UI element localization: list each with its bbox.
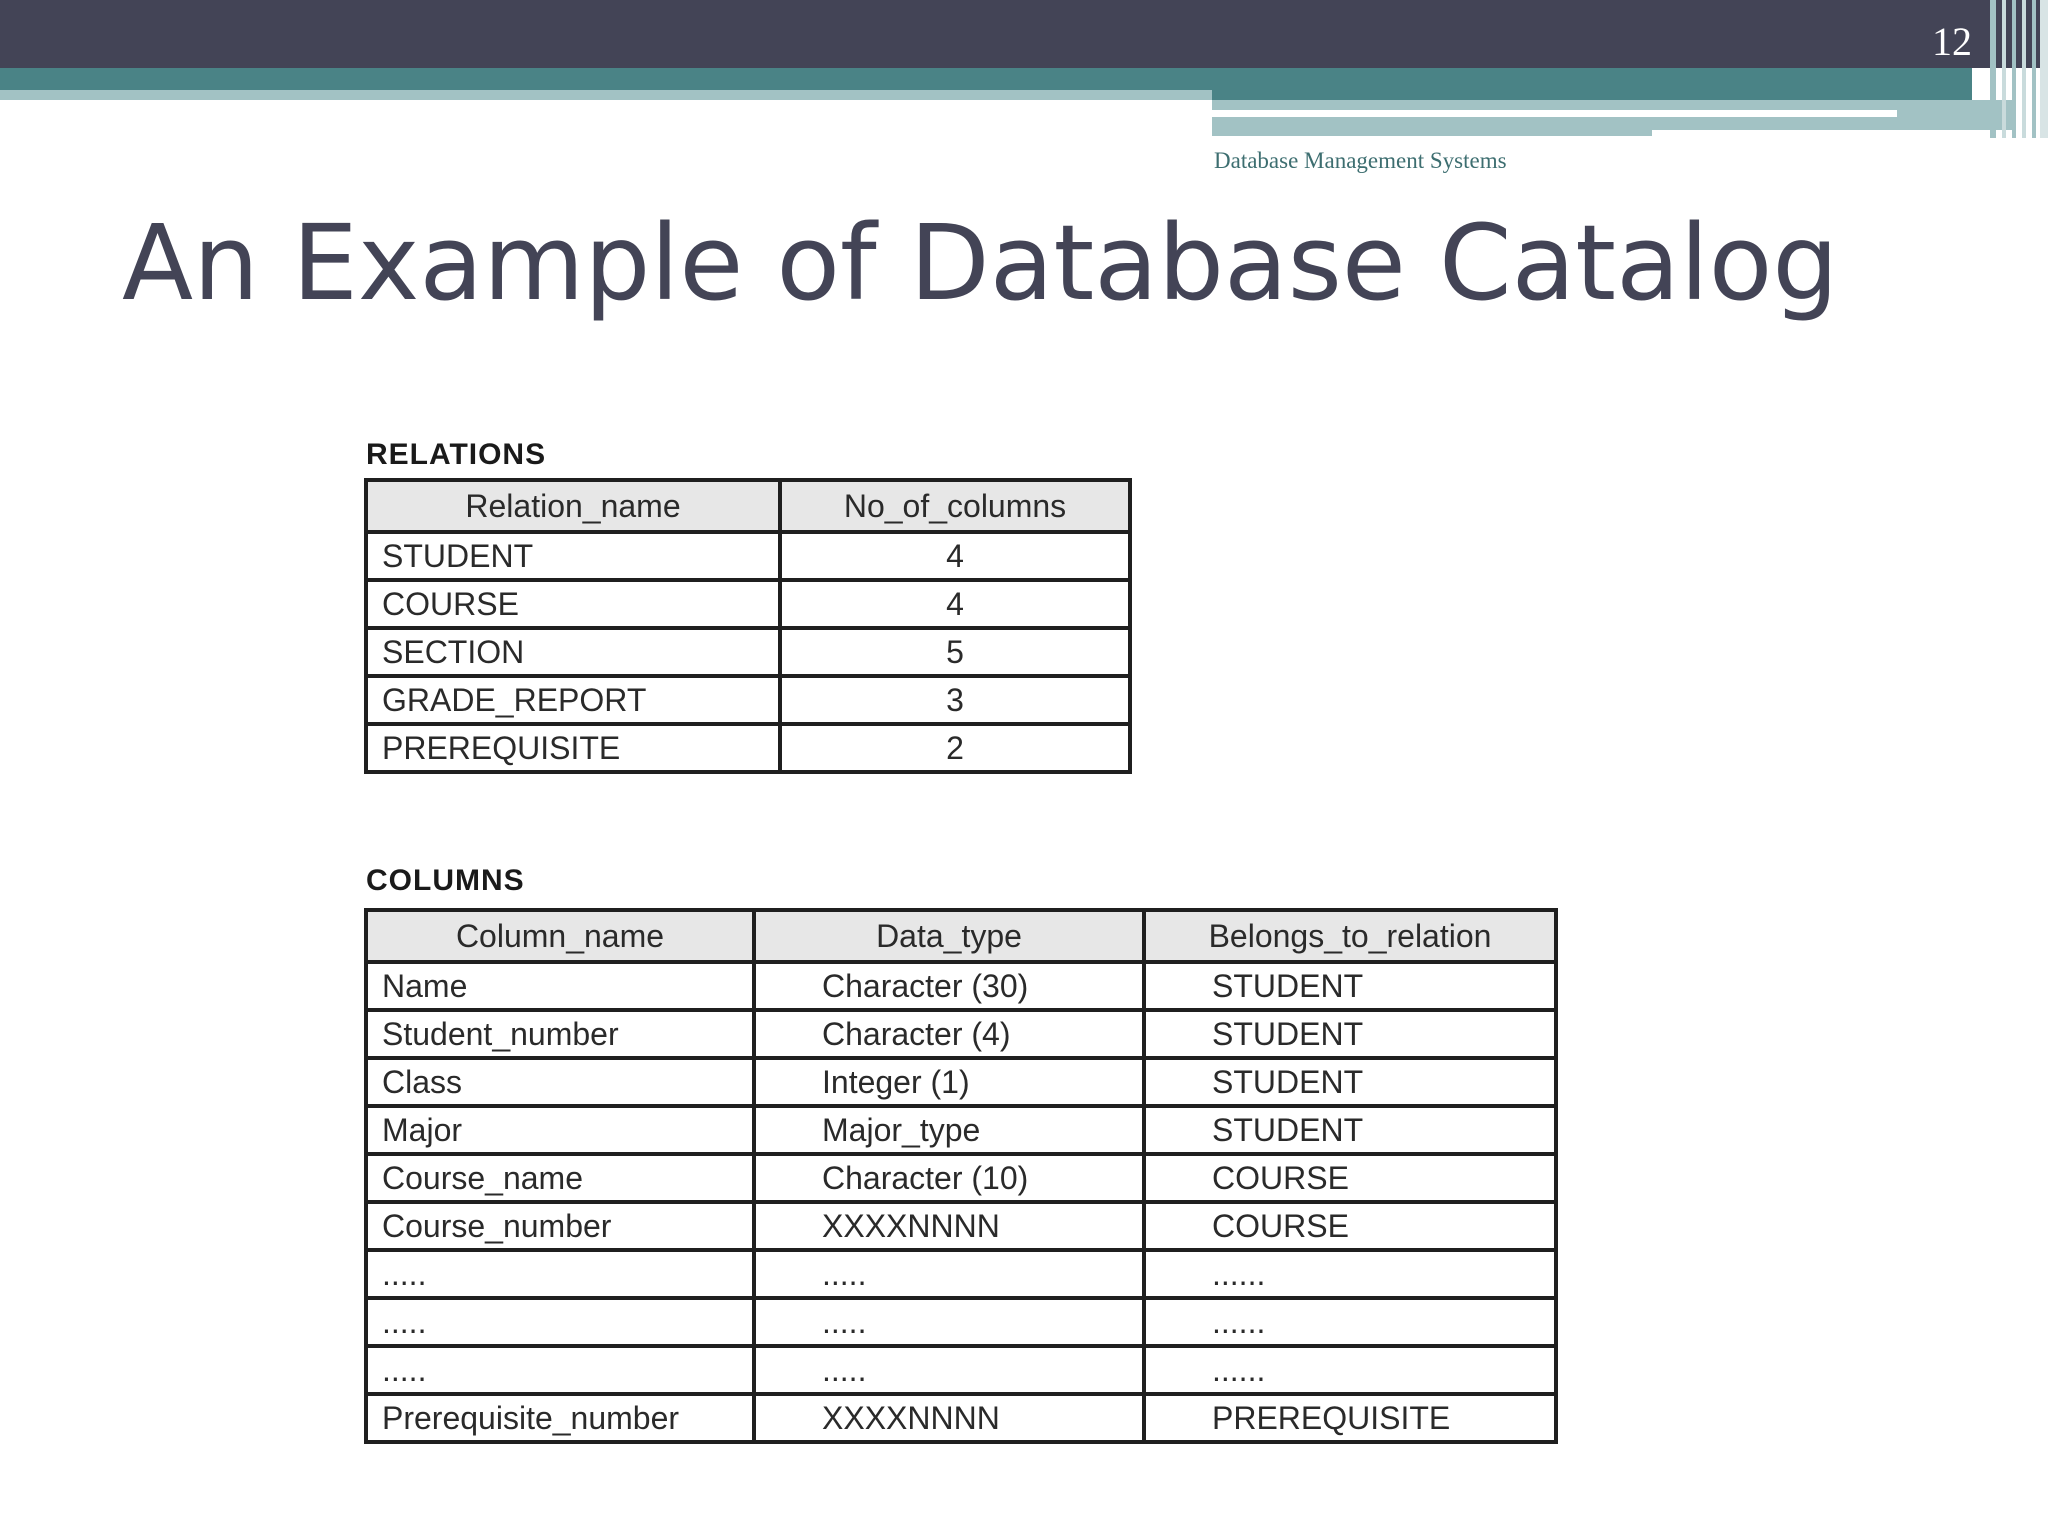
header-band-dark [0, 0, 2048, 68]
column-header: No_of_columns [780, 480, 1130, 532]
relation-name-cell: COURSE [366, 580, 780, 628]
belongs-to-relation-cell: ...... [1144, 1298, 1556, 1346]
relations-table [364, 478, 1132, 774]
belongs-to-relation-cell: COURSE [1144, 1154, 1556, 1202]
columns-table [364, 908, 1558, 1444]
columns-table-label: COLUMNS [366, 864, 525, 897]
column-name-cell: Course_number [366, 1202, 754, 1250]
header-white-stripe [1212, 110, 1897, 117]
belongs-to-relation-cell: PREREQUISITE [1144, 1394, 1556, 1442]
relation-name-cell: GRADE_REPORT [366, 676, 780, 724]
column-name-cell: ..... [366, 1298, 754, 1346]
header-white-cut [1652, 130, 2012, 138]
belongs-to-relation-cell: STUDENT [1144, 1058, 1556, 1106]
header-vertical-stripe [2012, 0, 2016, 138]
table-row [366, 1202, 1556, 1250]
header-band-teal [0, 68, 1212, 90]
header-vertical-stripe [2040, 0, 2048, 138]
column-count-cell: 3 [780, 676, 1130, 724]
column-header: Belongs_to_relation [1144, 910, 1556, 962]
table-header-row [366, 910, 1556, 962]
table-row [366, 1298, 1556, 1346]
table-row [366, 676, 1130, 724]
data-type-cell: ..... [754, 1346, 1144, 1394]
table-row [366, 724, 1130, 772]
column-header: Relation_name [366, 480, 780, 532]
table-header-row [366, 480, 1130, 532]
table-row [366, 1394, 1556, 1442]
data-type-cell: XXXXNNNN [754, 1202, 1144, 1250]
column-count-cell: 5 [780, 628, 1130, 676]
relations-table-label: RELATIONS [366, 438, 547, 471]
slide-title: An Example of Database Catalog [122, 202, 1839, 324]
header-band-teal-right [1212, 68, 1972, 100]
relation-name-cell: SECTION [366, 628, 780, 676]
data-type-cell: Integer (1) [754, 1058, 1144, 1106]
data-type-cell: Major_type [754, 1106, 1144, 1154]
table-row [366, 1058, 1556, 1106]
belongs-to-relation-cell: STUDENT [1144, 962, 1556, 1010]
column-name-cell: Name [366, 962, 754, 1010]
data-type-cell: ..... [754, 1250, 1144, 1298]
table-row [366, 1250, 1556, 1298]
header-vertical-stripe [2032, 0, 2036, 138]
column-name-cell: ..... [366, 1250, 754, 1298]
column-count-cell: 2 [780, 724, 1130, 772]
column-header: Data_type [754, 910, 1144, 962]
table-row [366, 1010, 1556, 1058]
header-vertical-stripe [1990, 0, 1996, 138]
table-row [366, 1154, 1556, 1202]
column-count-cell: 4 [780, 532, 1130, 580]
table-row [366, 580, 1130, 628]
belongs-to-relation-cell: STUDENT [1144, 1106, 1556, 1154]
data-type-cell: Character (4) [754, 1010, 1144, 1058]
column-name-cell: Course_name [366, 1154, 754, 1202]
table-row [366, 532, 1130, 580]
data-type-cell: Character (30) [754, 962, 1144, 1010]
table-row [366, 1346, 1556, 1394]
slide-number: 12 [1932, 19, 1972, 64]
data-type-cell: XXXXNNNN [754, 1394, 1144, 1442]
column-name-cell: ..... [366, 1346, 754, 1394]
column-name-cell: Class [366, 1058, 754, 1106]
course-label: Database Management Systems [1214, 148, 1507, 173]
table-row [366, 628, 1130, 676]
column-count-cell: 4 [780, 580, 1130, 628]
column-header: Column_name [366, 910, 754, 962]
header-vertical-stripe [2002, 0, 2006, 138]
relation-name-cell: STUDENT [366, 532, 780, 580]
belongs-to-relation-cell: COURSE [1144, 1202, 1556, 1250]
column-name-cell: Student_number [366, 1010, 754, 1058]
belongs-to-relation-cell: ...... [1144, 1250, 1556, 1298]
column-name-cell: Major [366, 1106, 754, 1154]
column-name-cell: Prerequisite_number [366, 1394, 754, 1442]
belongs-to-relation-cell: STUDENT [1144, 1010, 1556, 1058]
header-band-light [0, 90, 1212, 100]
relation-name-cell: PREREQUISITE [366, 724, 780, 772]
table-row [366, 962, 1556, 1010]
data-type-cell: ..... [754, 1298, 1144, 1346]
belongs-to-relation-cell: ...... [1144, 1346, 1556, 1394]
data-type-cell: Character (10) [754, 1154, 1144, 1202]
table-row [366, 1106, 1556, 1154]
header-vertical-stripe [2022, 0, 2026, 138]
